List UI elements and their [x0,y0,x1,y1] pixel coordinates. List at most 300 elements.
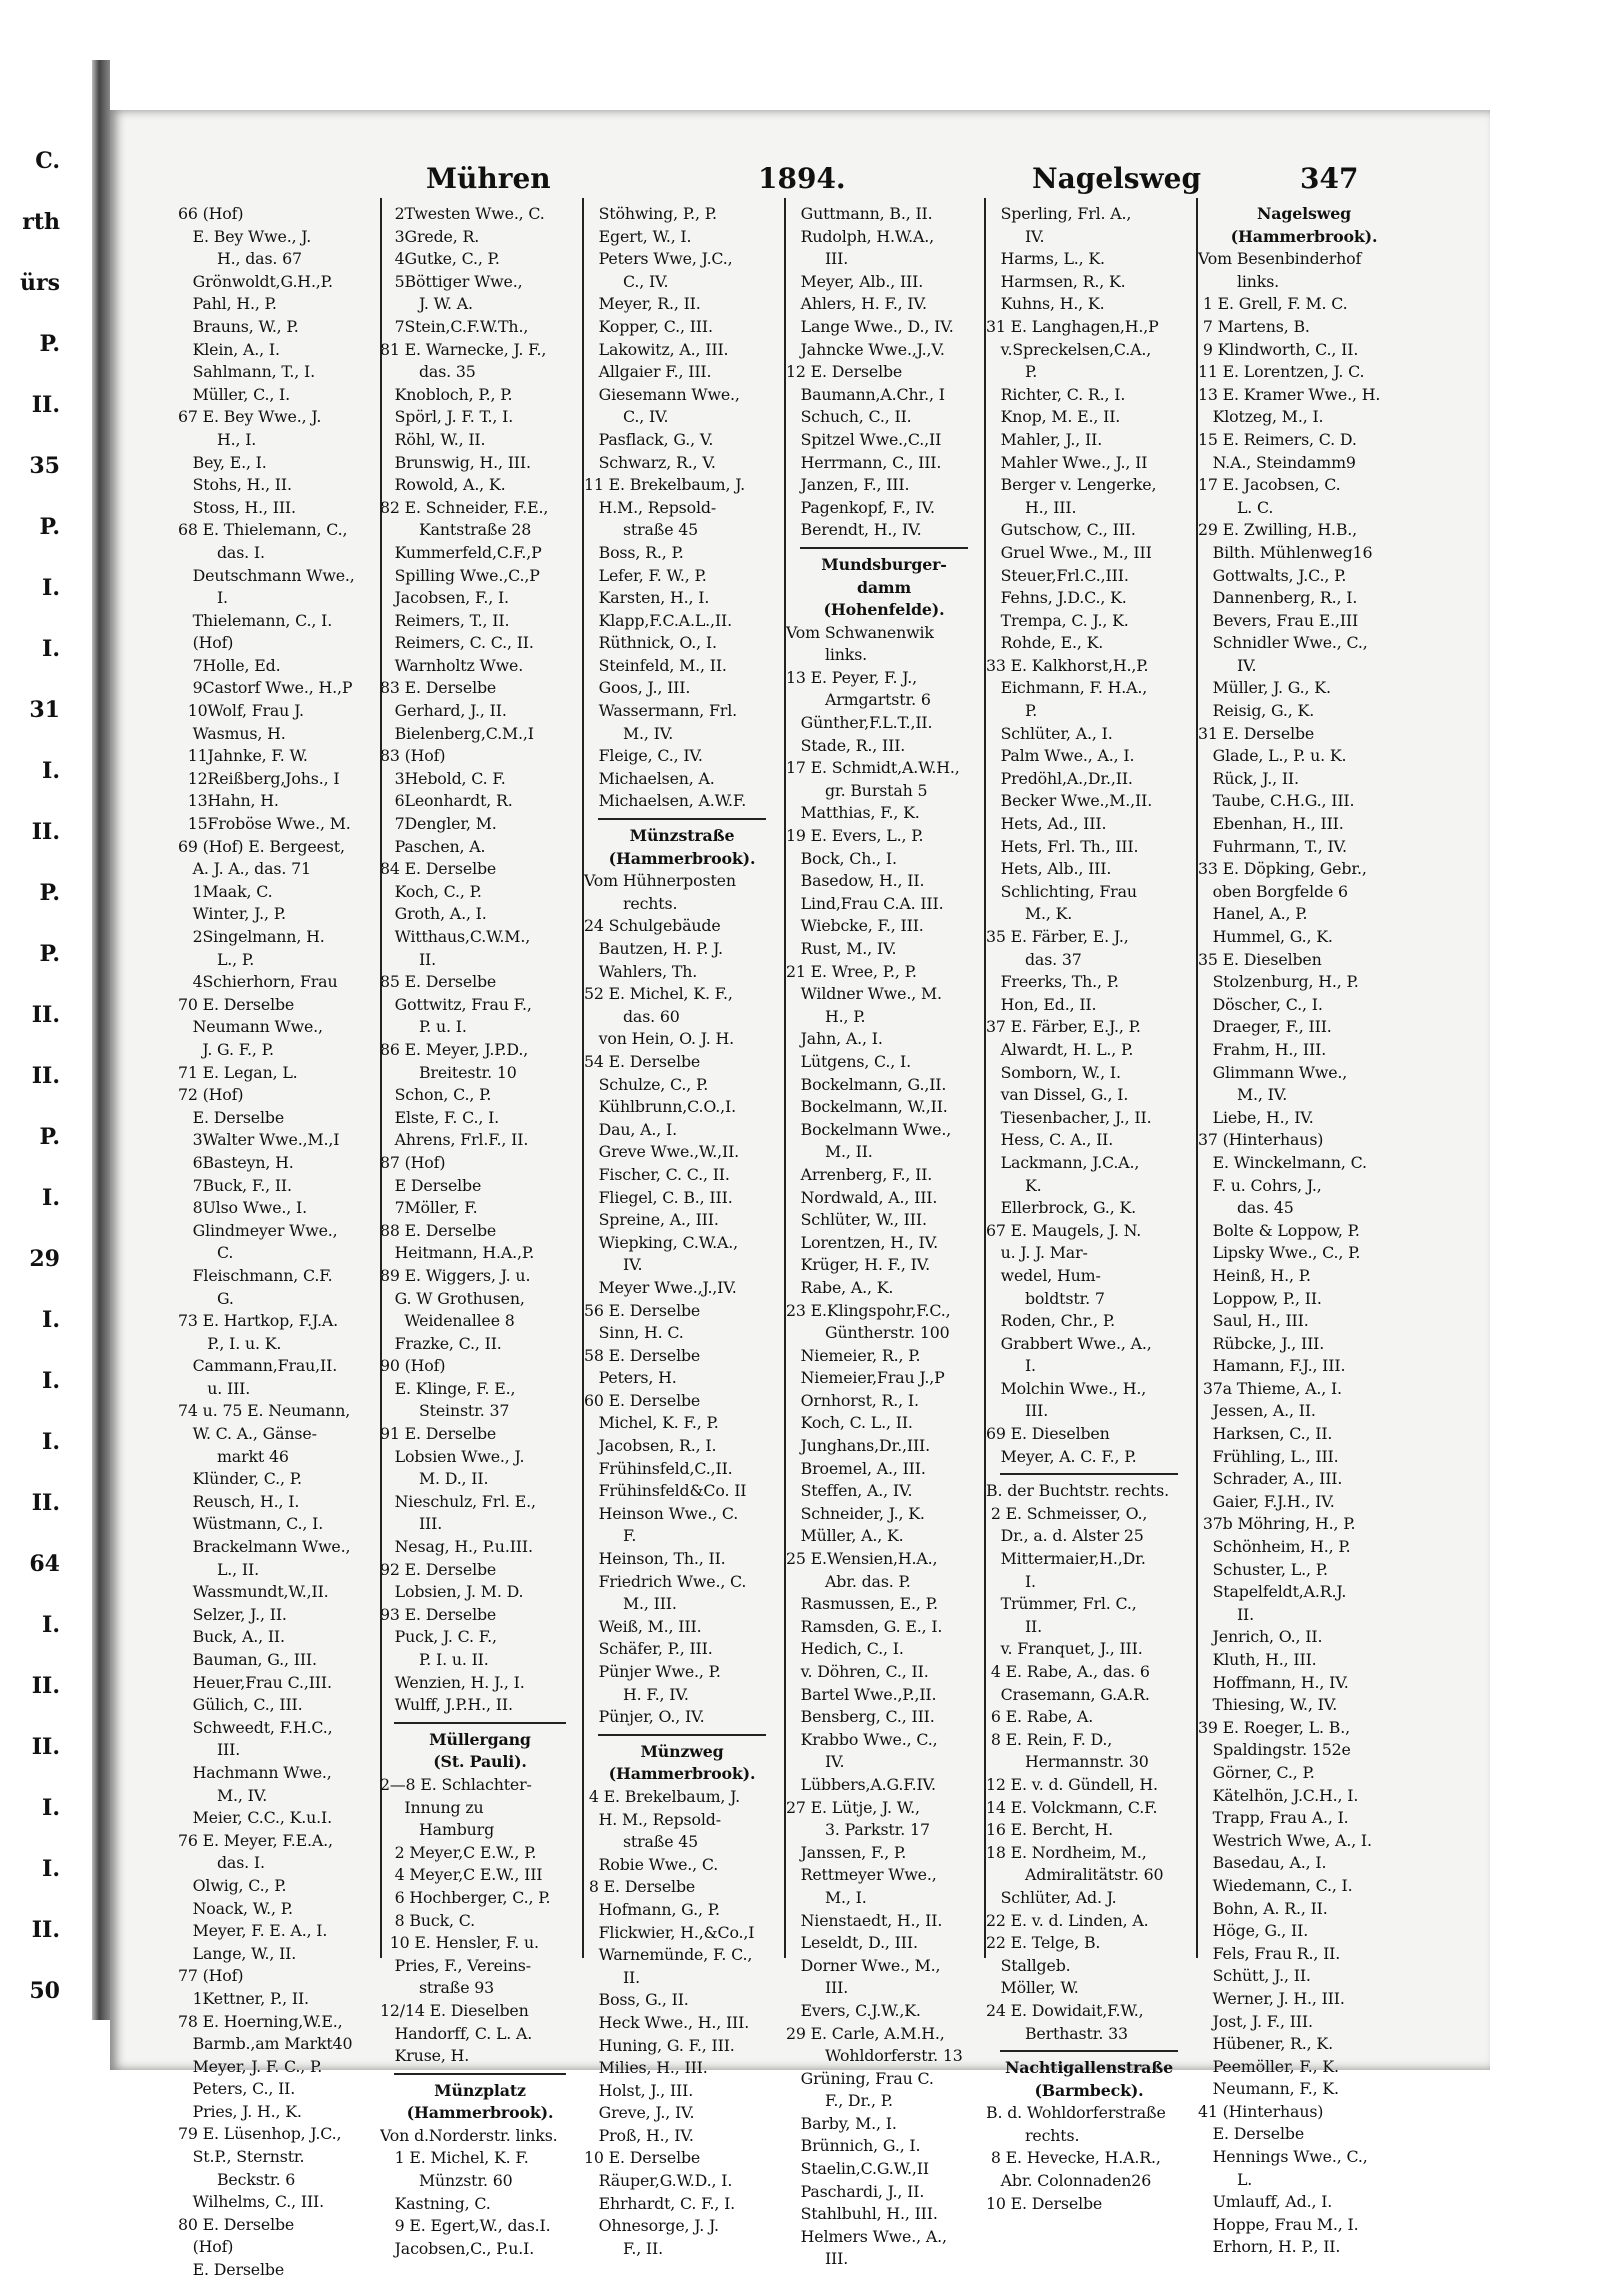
directory-entry: Rück, J., II. [1198,768,1299,788]
directory-entry: M., IV. [178,1785,268,1805]
directory-entry: Boss, G., II. [584,1990,689,2010]
street-heading: Nagelsweg [1256,204,1351,223]
directory-entry: Jacobsen, R., I. [584,1436,717,1456]
directory-entry: Stallgeb. [986,1955,1071,1975]
directory-entry: Barby, M., I. [786,2113,897,2133]
directory-entry: 37 E. Färber, E.J., P. [986,1017,1141,1037]
directory-entry: Hummel, G., K. [1198,927,1333,946]
directory-entry: (Hof) [178,2237,234,2257]
directory-entry: C., IV. [584,271,669,291]
directory-entry: Grabbert Wwe., A., [986,1333,1152,1353]
directory-entry: Heuer,Frau C.,III. [178,1672,332,1692]
page-header [170,162,1410,202]
directory-entry: Weidenallee 8 [380,1311,515,1331]
directory-entry: Reusch, H., I. [178,1491,300,1511]
directory-entry: v.Spreckelsen,C.A., [986,339,1152,359]
directory-entry: 5Böttiger Wwe., [380,271,523,291]
section-rule [1000,2050,1178,2052]
directory-entry: Vom Besenbinderhof [1198,249,1362,269]
directory-entry: P. u. I. [380,1017,467,1037]
directory-entry: Pries, F., Vereins- [380,1955,531,1975]
directory-entry: Wilhelms, C., III. [178,2192,325,2212]
directory-entry: 24 E. Dowidait,F.W., [986,2000,1144,2020]
directory-entry: rechts. [584,893,678,913]
directory-entry: Ebenhan, H., III. [1198,814,1344,834]
directory-entry: Admiralitätstr. 60 [986,1865,1164,1885]
directory-entry: 2 E. Schmeisser, O., [986,1503,1148,1523]
directory-entry: 3. Parkstr. 17 [786,1820,930,1840]
directory-entry: Hon, Ed., II. [986,994,1097,1014]
directory-entry: das. I. [178,1853,265,1873]
street-heading: (Hohenfelde). [823,600,945,620]
directory-entry: Bevers, Frau E.,III [1198,610,1359,630]
fragment-text: I. [42,758,60,784]
directory-entry: Knobloch, P., P. [380,384,513,404]
directory-entry: K. [986,1175,1042,1195]
directory-entry: Hets, Frl. Th., III. [986,836,1139,856]
directory-entry: Fels, Frau R., II. [1198,1943,1341,1963]
directory-entry: Staelin,C.G.W.,II [786,2159,929,2179]
directory-entry: Jost, J. F., III. [1198,2011,1313,2031]
street-heading: damm [856,577,912,597]
directory-entry: das. 60 [584,1006,680,1026]
directory-entry: Kruse, H. [380,2046,470,2066]
directory-entry: wedel, Hum- [986,1265,1101,1285]
directory-entry: J. G. F., P. [178,1039,274,1059]
directory-entry: Janssen, F., P. [786,1842,907,1862]
directory-entry: Ohnesorge, J. J. [584,2216,719,2236]
fragment-text: I. [42,1307,60,1333]
directory-entry: H. M., Repsold- [584,1809,721,1829]
directory-entry: Grönwoldt,G.H.,P. [178,271,333,291]
fragment-text: I. [42,1429,60,1455]
directory-entry: das. 37 [986,949,1082,969]
directory-entry: links. [1198,271,1280,291]
directory-entry: Mahler Wwe., J., II [986,452,1148,472]
directory-entry: G. [178,1288,234,1308]
fragment-text: 64 [29,1551,60,1577]
directory-entry: Spreine, A., III. [584,1210,719,1230]
directory-entry: Junghans,Dr.,III. [786,1436,931,1456]
fragment-text: I. [42,1185,60,1211]
directory-entry: Michaelsen, A. [584,768,715,788]
directory-entry: Gülich, C., III. [178,1695,303,1715]
directory-entry: Heinson Wwe., C. [584,1503,739,1523]
directory-entry: Räuper,G.W.D., I. [584,2171,733,2191]
column-5 [986,203,1192,2215]
directory-entry: Görner, C., P. [1198,1762,1315,1782]
directory-entry: 10 E. Hensler, F. u. [380,1933,539,1953]
fragment-text: I. [42,1368,60,1394]
directory-entry: Glade, L., P. u. K. [1198,746,1347,766]
directory-entry: Meyer, A. C. F., P. [986,1446,1137,1466]
directory-entry: F., II. [584,2238,663,2258]
directory-entry: J. W. A. [380,294,473,314]
directory-entry: Stapelfeldt,A.R.J. [1198,1582,1347,1602]
directory-entry: L. [1198,2169,1253,2189]
directory-entry: Deutschmann Wwe., [178,565,355,585]
directory-entry: 7Stein,C.F.W.Th., [380,316,529,336]
directory-entry: L., II. [178,1559,259,1579]
directory-entry: 11Jahnke, F. W. [178,746,308,766]
directory-entry: 18 E. Nordheim, M., [986,1842,1147,1862]
directory-entry: 71 E. Legan, L. [178,1062,298,1082]
section-rule [394,2073,566,2075]
directory-entry: Wiebcke, F., III. [786,916,924,936]
directory-entry: Liebe, H., IV. [1198,1107,1314,1127]
directory-entry: Meyer Wwe.,J.,IV. [584,1277,737,1297]
directory-entry: Klünder, C., P. [178,1469,302,1489]
directory-entry: das. 45 [1198,1198,1294,1218]
directory-entry: Spilling Wwe.,C.,P [380,565,540,585]
directory-entry: Frühinsfeld&Co. II [584,1481,747,1501]
directory-entry: III. [786,1978,849,1998]
directory-entry: 39 E. Roeger, L. B., [1198,1717,1350,1737]
directory-entry: E. Derselbe [178,1107,285,1127]
directory-entry: Wiepking, C.W.A., [584,1232,738,1252]
directory-entry: 8Ulso Wwe., I. [178,1198,308,1218]
directory-entry: Hachmann Wwe., [178,1762,332,1782]
directory-entry: Meyer, R., II. [584,294,701,314]
directory-entry: Klapp,F.C.A.L.,II. [584,610,732,630]
fragment-text: I. [42,1856,60,1882]
directory-entry: Reimers, C. C., II. [380,633,534,653]
directory-entry: Trapp, Frau A., I. [1198,1808,1349,1828]
directory-entry: Bensberg, C., III. [786,1707,935,1727]
directory-entry: Thiesing, W., IV. [1198,1695,1338,1715]
directory-entry: Schulze, C., P. [584,1074,709,1094]
directory-entry: Richter, C. R., I. [986,384,1126,404]
directory-entry: Wulff, J.P.H., II. [380,1695,513,1715]
directory-entry: 9Castorf Wwe., H.,P [178,678,353,698]
directory-entry: Witthaus,C.W.M., [380,927,531,946]
directory-entry: Bauman, G., III. [178,1650,317,1669]
directory-entry: III. [178,1740,241,1760]
directory-entry: A. J. A., das. 71 [178,859,311,879]
directory-entry: Peters Wwe, J.C., [584,249,733,269]
directory-entry: Armgartstr. 6 [786,690,931,710]
directory-entry: Lange Wwe., D., IV. [786,316,954,336]
directory-entry: II. [380,949,437,969]
directory-entry: 4Gutke, C., P. [380,249,500,269]
directory-entry: 4 E. Rabe, A., das. 6 [986,1662,1150,1681]
directory-entry: C. [178,1243,234,1263]
directory-entry: Lütgens, C., I. [786,1051,912,1071]
directory-entry: Dorner Wwe., M., [786,1955,941,1975]
directory-entry: Egert, W., I. [584,226,692,246]
column-4 [786,203,982,2271]
directory-entry: Jenrich, O., II. [1198,1627,1323,1647]
directory-entry: Helmers Wwe., A., [786,2226,947,2246]
directory-entry: 3Grede, R. [380,226,480,246]
directory-entry: Heitmann, H.A.,P. [380,1243,535,1263]
directory-entry: Brunswig, H., III. [380,452,531,472]
directory-entry: 37a Thieme, A., I. [1198,1378,1342,1398]
directory-entry: Rüthnick, O., I. [584,633,717,653]
directory-entry: Vom Hühnerposten [584,871,736,891]
directory-entry: 4 Meyer,C E.W., III [380,1865,543,1885]
directory-entry: M., I. [786,1887,867,1907]
directory-entry: 35 E. Dieselben [1198,949,1322,969]
directory-entry: Wenzien, H. J., I. [380,1672,525,1692]
directory-entry: Pünjer Wwe., P. [584,1662,721,1681]
directory-entry: Boss, R., P. [584,542,684,562]
directory-entry: Peemöller, F., K. [1198,2056,1339,2076]
directory-entry: Meyer, J. F. C., P. [178,2056,323,2076]
directory-entry: Flickwier, H.,&Co.,I [584,1922,755,1942]
fragment-text: II. [31,392,60,418]
directory-entry: Schlichting, Frau [986,881,1137,901]
directory-entry: Pünjer, O., IV. [584,1707,705,1727]
directory-entry: Roden, Chr., P. [986,1311,1116,1331]
directory-entry: 7Dengler, M. [380,814,497,834]
directory-entry: Heinson, Th., II. [584,1549,726,1569]
directory-entry: Brünnich, G., I. [786,2136,921,2156]
fragment-text: II. [31,1002,60,1028]
directory-entry: 8 E. Rein, F. D., [986,1729,1113,1749]
directory-entry: Heck Wwe., H., III. [584,2012,750,2032]
header-year: 1894. [758,162,846,195]
directory-entry: Ellerbrock, G., K. [986,1198,1137,1218]
directory-entry: Bartel Wwe.,P.,II. [786,1684,937,1704]
directory-entry: Niemeier,Frau J.,P [786,1368,945,1388]
directory-entry: Schütt, J., II. [1198,1966,1311,1986]
directory-entry: 35 E. Färber, E. J., [986,927,1129,946]
directory-entry: E. Derselbe [178,2260,285,2280]
directory-entry: Pahl, H., P. [178,294,277,314]
directory-entry: III. [786,2249,849,2269]
directory-entry: 54 E. Derselbe [584,1051,701,1071]
directory-entry: Wassermann, Frl. [584,701,737,721]
directory-entry: Werner, J. H., III. [1198,1988,1345,2008]
directory-entry: Abr. Colonnaden26 [986,2171,1152,2191]
directory-entry: 15 E. Reimers, C. D. [1198,429,1357,449]
directory-entry: Dr., a. d. Alster 25 [986,1526,1144,1546]
directory-entry: Steuer,Frl.C.,III. [986,565,1129,585]
directory-entry: Bockelmann, G.,II. [786,1074,947,1094]
directory-entry: Hess, C. A., II. [986,1130,1114,1150]
directory-entry: Westrich Wwe, A., I. [1198,1830,1372,1850]
directory-entry: 74 u. 75 E. Neumann, [178,1401,351,1421]
directory-entry: I. [986,1356,1036,1376]
directory-entry: Palm Wwe., A., I. [986,746,1135,766]
directory-entry: Jahncke Wwe.,J.,V. [786,339,945,359]
directory-entry: E. Klinge, F. E., [380,1378,516,1398]
directory-entry: Günther,F.L.T.,II. [786,713,933,733]
directory-entry: Kopper, C., III. [584,316,713,336]
directory-entry: 17 E. Schmidt,A.W.H., [786,758,960,778]
directory-entry: Neumann Wwe., [178,1017,323,1037]
directory-entry: Bockelmann, W.,II. [786,1097,948,1117]
directory-entry: 37b Möhring, H., P. [1198,1514,1356,1534]
directory-entry: Olwig, C., P. [178,1875,287,1895]
directory-entry: 76 E. Meyer, F.E.A., [178,1830,333,1850]
directory-entry: B. d. Wohldorferstraße [986,2103,1166,2123]
directory-entry: Neumann, F., K. [1198,2079,1339,2099]
directory-entry: Loppow, P., II. [1198,1288,1322,1308]
directory-entry: 7Buck, F., II. [178,1175,292,1195]
directory-entry: Fuhrmann, T., IV. [1198,836,1347,856]
street-heading: (St. Pauli). [433,1752,527,1772]
directory-entry: IV. [1198,655,1257,675]
directory-entry: 1 E. Grell, F. M. C. [1198,294,1348,314]
section-rule [1000,1473,1178,1475]
fragment-text: rth [22,209,60,235]
directory-entry: IV. [786,1752,845,1772]
directory-entry: 10 E. Derselbe [986,2193,1103,2213]
directory-entry: Predöhl,A.,Dr.,II. [986,768,1133,788]
directory-entry: Nienstaedt, H., II. [786,1910,943,1930]
directory-entry: M., II. [786,1142,873,1162]
directory-entry: das. 35 [380,362,476,382]
directory-entry: Hamann, F.J., III. [1198,1356,1346,1376]
directory-entry: Harksen, C., II. [1198,1424,1333,1444]
directory-entry: Dau, A., I. [584,1119,677,1139]
directory-entry: Höge, G., II. [1198,1921,1309,1941]
directory-entry: Wohldorferstr. 13 [786,2046,963,2066]
directory-entry: Berendt, H., IV. [786,520,922,540]
directory-entry: Crasemann, G.A.R. [986,1684,1150,1704]
directory-entry: 82 E. Schneider, F.E., [380,497,549,517]
directory-entry: links. [786,645,868,665]
directory-entry: Steffen, A., IV. [786,1481,913,1501]
directory-entry: 23 E.Klingspohr,F.C., [786,1300,951,1320]
directory-entry: Kätelhön, J.C.H., I. [1198,1785,1359,1805]
directory-entry: 29 E. Carle, A.M.H., [786,2023,945,2043]
directory-entry: Pries, J. H., K. [178,2101,302,2121]
directory-entry: Lobsien, J. M. D. [380,1582,524,1602]
directory-entry: Sinn, H. C. [584,1323,684,1343]
column-3 [584,203,780,2260]
directory-entry: 25 E.Wensien,H.A., [786,1549,938,1569]
directory-entry: 12 E. Derselbe [786,362,903,382]
directory-entry: H. F., IV. [584,1684,689,1704]
directory-entry: Greve Wwe.,W.,II. [584,1142,740,1162]
directory-entry: M., K. [986,904,1073,924]
directory-entry: Abr. das. P. [786,1571,911,1591]
directory-entry: Ornhorst, R., I. [786,1390,919,1410]
directory-entry: E. Derselbe [1198,2124,1305,2144]
directory-entry: Breitestr. 10 [380,1062,517,1082]
directory-entry: Guttmann, B., II. [786,204,933,223]
directory-entry: Lorentzen, H., IV. [786,1232,938,1252]
directory-entry: 8 E. Derselbe [584,1877,696,1897]
previous-page-edge [0,0,108,2177]
directory-entry: Molchin Wwe., H., [986,1378,1147,1398]
directory-entry: (Hof) [178,633,234,653]
directory-entry: Gaier, F.J.H., IV. [1198,1491,1335,1511]
directory-entry: 67 E. Maugels, J. N. [986,1220,1142,1240]
directory-entry: Cammann,Frau,II. [178,1356,338,1376]
directory-entry: Gottwitz, Frau F., [380,994,532,1014]
directory-entry: u. III. [178,1378,251,1398]
directory-entry: Janzen, F., III. [786,475,910,495]
directory-entry: Hets, Alb., III. [986,859,1112,879]
directory-entry: Schlüter, A., I. [986,723,1113,743]
fragment-text: II. [31,1734,60,1760]
directory-entry: Harms, L., K. [986,249,1105,269]
directory-entry: Kummerfeld,C.F.,P [380,542,542,562]
directory-entry: Schuch, C., II. [786,407,912,427]
directory-entry: 17 E. Jacobsen, C. [1198,475,1341,495]
fragment-text: II. [31,1917,60,1943]
directory-entry: Gutschow, C., III. [986,520,1136,540]
directory-entry: 84 E. Derselbe [380,859,497,879]
directory-entry: Matthias, F., K. [786,803,920,823]
directory-entry: Frühling, L., III. [1198,1446,1339,1466]
directory-entry: IV. [584,1255,643,1275]
directory-entry: 7Holle, Ed. [178,655,281,675]
directory-entry: 14 E. Volckmann, C.F. [986,1797,1158,1817]
directory-entry: van Dissel, G., I. [986,1085,1129,1105]
directory-entry: Spörl, J. F. T., I. [380,407,514,427]
directory-entry: Gerhard, J., II. [380,701,507,721]
fragment-text: 29 [29,1246,60,1272]
directory-entry: IV. [986,226,1045,246]
directory-entry: 79 E. Lüsenhop, J.C., [178,2124,342,2144]
directory-entry: Stahlbuhl, H., III. [786,2204,938,2224]
directory-entry: Paschardi, J., II. [786,2181,925,2201]
directory-entry: Rabe, A., K. [786,1277,894,1297]
directory-entry: H.M., Repsold- [584,497,717,517]
directory-entry: 33 E. Döpking, Gebr., [1198,859,1367,879]
directory-entry: I. [178,588,228,608]
directory-entry: Meyer, F. E. A., I. [178,1921,328,1941]
directory-entry: Von d.Norderstr. links. [380,2125,558,2145]
directory-entry: Schönheim, H., P. [1198,1537,1351,1557]
directory-entry: 1Kettner, P., II. [178,1988,309,2008]
column-2 [380,203,580,2260]
directory-entry: Jacobsen,C., P.u.I. [380,2238,535,2258]
directory-entry: Ramsden, G. E., I. [786,1616,943,1636]
directory-entry: Meyer, Alb., III. [786,271,924,291]
directory-entry: markt 46 [178,1446,289,1466]
directory-entry: Alwardt, H. L., P. [986,1039,1134,1059]
fragment-text: II. [31,1673,60,1699]
directory-entry: M., III. [584,1594,677,1614]
directory-entry: 89 E. Wiggers, J. u. [380,1265,531,1285]
directory-entry: I. [986,1571,1036,1591]
directory-entry: Hoppe, Frau M., I. [1198,2214,1359,2234]
directory-entry: Rohde, E., K. [986,633,1104,653]
directory-entry: 60 E. Derselbe [584,1390,701,1410]
directory-entry: Fleige, C., IV. [584,746,703,766]
directory-entry: v. Franquet, J., III. [986,1639,1143,1659]
directory-entry: 2Singelmann, H. [178,927,325,946]
directory-entry: Stade, R., III. [786,735,906,755]
directory-entry: Schneider, J., K. [786,1503,925,1523]
directory-entry: Basedow, H., II. [786,871,925,891]
directory-entry: Herrmann, C., III. [786,452,942,472]
section-rule [800,547,968,549]
directory-entry: Ehrhardt, C. F., I. [584,2193,736,2213]
directory-entry: Broemel, A., III. [786,1458,926,1478]
directory-entry: Noack, W., P. [178,1898,293,1918]
directory-entry: 13Hahn, H. [178,791,279,811]
street-heading: Nachtigallenstraße [1005,2058,1173,2078]
directory-entry: 93 E. Derselbe [380,1604,497,1624]
directory-entry: 6 E. Rabe, A. [986,1707,1094,1727]
directory-entry: III. [380,1514,443,1534]
directory-entry: P. [986,362,1038,382]
directory-entry: Winter, J., P. [178,904,286,924]
directory-entry: Koch, C., P. [380,881,482,901]
directory-entry: Trempa, C. J., K. [986,610,1129,630]
directory-entry: Saul, H., III. [1198,1311,1309,1331]
fragment-text: P. [39,941,60,967]
directory-entry: Kantstraße 28 [380,520,532,540]
directory-entry: 88 E. Derselbe [380,1220,497,1240]
